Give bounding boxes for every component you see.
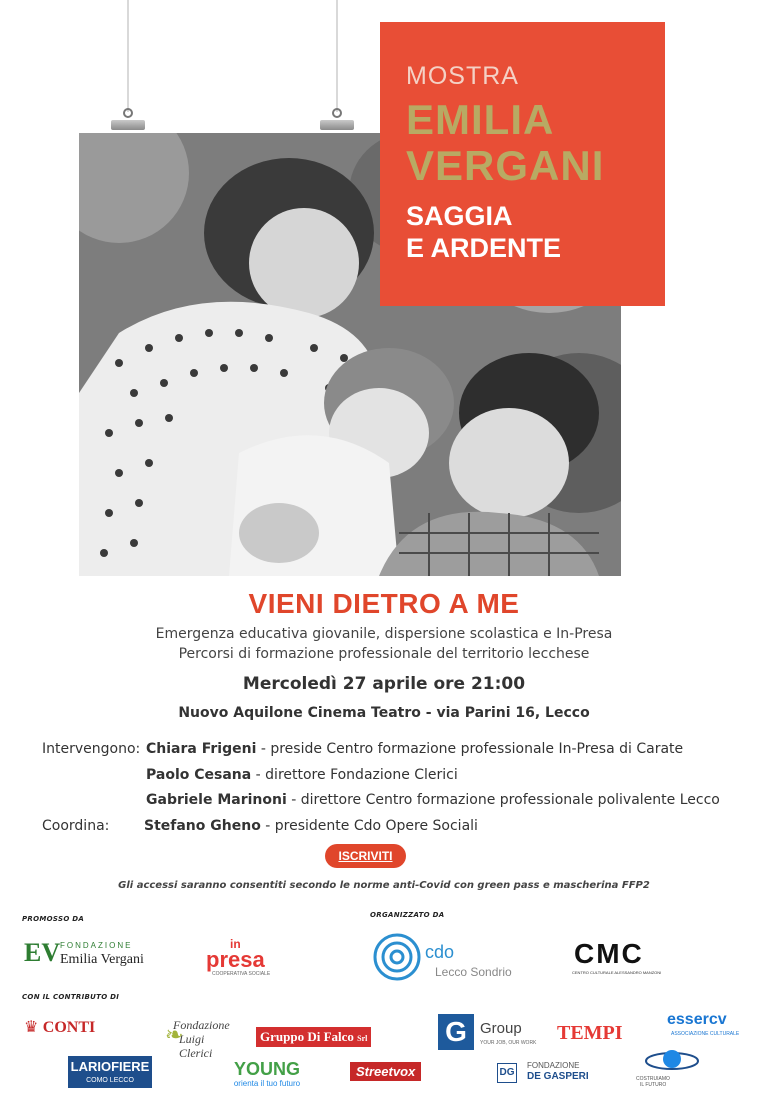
banner-tagline-1: SAGGIA [406,201,513,231]
logo-in-presa[interactable] [204,925,278,979]
logo-cmc[interactable] [570,938,660,978]
degasperi-mark-icon: DG [497,1063,517,1083]
degasperi-line1: FONDAZIONE [527,1061,580,1070]
speaker-2-name: Paolo Cesana [146,767,252,783]
speaker-1 [146,741,683,757]
speakers-label: Intervengono: [42,741,141,757]
young-name: YOUNG [233,1059,300,1079]
logo-g-group[interactable] [438,1014,537,1052]
inpresa-in: in [230,937,241,951]
cmc-subtitle: CENTRO CULTURALE ALESSANDRO MANZONI [572,970,662,975]
logo-lariofiere[interactable] [68,1056,152,1088]
cdo-location: Lecco Sondrio [435,965,512,979]
clerici-line1: Fondazione [173,1018,230,1032]
clerici-line2: Luigi [179,1032,205,1046]
coordinator-name: Stefano Gheno [144,818,261,834]
costruiamo-line1: COSTRUIAMO [636,1076,670,1082]
event-place: Nuovo Aquilone Cinema Teatro - via Parini 16, Lecco [178,705,590,721]
hanging-wire-right [336,0,338,112]
logo-streetvox[interactable]: Streetvox [350,1062,421,1081]
clerici-leaf-icon: ❧ [165,1022,184,1047]
coordinator-label: Coordina: [42,818,110,834]
essercv-subtitle: ASSOCIAZIONE CULTURALE [671,1031,740,1037]
event-title: VIENI DIETRO A ME [248,588,520,619]
clerici-line3: Clerici [179,1046,213,1060]
young-tagline: orienta il tuo futuro [233,1079,301,1088]
iscriviti-button[interactable]: ISCRIVITI [325,844,406,868]
speaker-3 [146,792,720,808]
difalco-name: Gruppo Di Falco [260,1029,354,1044]
speaker-2 [146,767,458,783]
lariofiere-city: COMO LECCO [86,1077,134,1084]
speaker-1-role: - preside Centro formazione professionale In-Presa di Carate [256,741,684,757]
logo-fondazione-clerici[interactable] [165,1018,245,1064]
ggroup-tagline: YOUR JOB, OUR WORK [480,1040,537,1046]
coordinator [144,818,478,834]
cdo-circles-icon [373,932,421,982]
logo-fondazione-de-gasperi[interactable] [497,1061,597,1085]
banner-tagline-2: E ARDENTE [406,233,562,263]
inpresa-subtitle: COOPERATIVA SOCIALE [212,971,271,977]
coordinator-role: - presidente Cdo Opere Sociali [260,818,478,834]
event-subtitle-1: Emergenza educativa giovanile, dispersione scolastica e In-Presa [155,626,613,642]
contribution-label: CON IL CONTRIBUTO DI [22,993,120,1001]
logo-costruiamo-il-futuro[interactable] [636,1046,706,1090]
cdo-name: cdo [425,942,455,962]
promoted-by-label: PROMOSSO DA [22,915,85,923]
banner-name-first: EMILIA [406,96,555,143]
degasperi-line2: DE GASPERI [527,1071,589,1082]
lariofiere-name: LARIOFIERE [70,1059,150,1074]
ggroup-name: Group [480,1020,522,1037]
speaker-1-name: Chiara Frigeni [146,741,257,757]
costruiamo-line2: IL FUTURO [640,1082,667,1088]
hanging-wire-left [127,0,129,112]
speaker-2-role: - direttore Fondazione Clerici [251,767,458,783]
speaker-3-role: - direttore Centro formazione professionale polivalente Lecco [286,792,720,808]
exhibition-banner [380,22,665,306]
ev-line1: FONDAZIONE [60,941,133,950]
logo-tempi[interactable]: TEMPI [557,1022,623,1044]
inpresa-presa: presa [206,947,265,972]
crown-icon: ♛ [24,1019,39,1036]
globe-icon [644,1046,700,1076]
banner-mostra: MOSTRA [406,62,519,90]
logo-cdo-lecco-sondrio[interactable] [373,932,523,982]
covid-notice: Gli accessi saranno consentiti secondo le norme anti-Covid con green pass e mascherina FFP2 [118,880,650,891]
conti-name: CONTI [42,1019,96,1036]
ev-mark: EV [24,938,61,967]
ggroup-mark: G [438,1014,474,1050]
logo-essercv[interactable] [667,1011,749,1041]
essercv-name: essercv [667,1011,727,1028]
cmc-mark: CMC [574,938,644,969]
binder-clip-right [320,108,354,134]
event-date: Mercoledì 27 aprile ore 21:00 [242,674,526,694]
banner-name-last: VERGANI [406,142,605,189]
ev-line2: Emilia Vergani [60,952,144,967]
logo-conti[interactable] [24,1017,95,1037]
organized-by-label: ORGANIZZATO DA [370,911,445,919]
difalco-srl: Srl [357,1034,368,1043]
logo-gruppo-di-falco[interactable] [256,1027,371,1047]
speaker-3-name: Gabriele Marinoni [146,792,287,808]
binder-clip-left [111,108,145,134]
logo-young[interactable] [226,1059,308,1091]
event-subtitle-2: Percorsi di formazione professionale del territorio lecchese [178,646,590,662]
